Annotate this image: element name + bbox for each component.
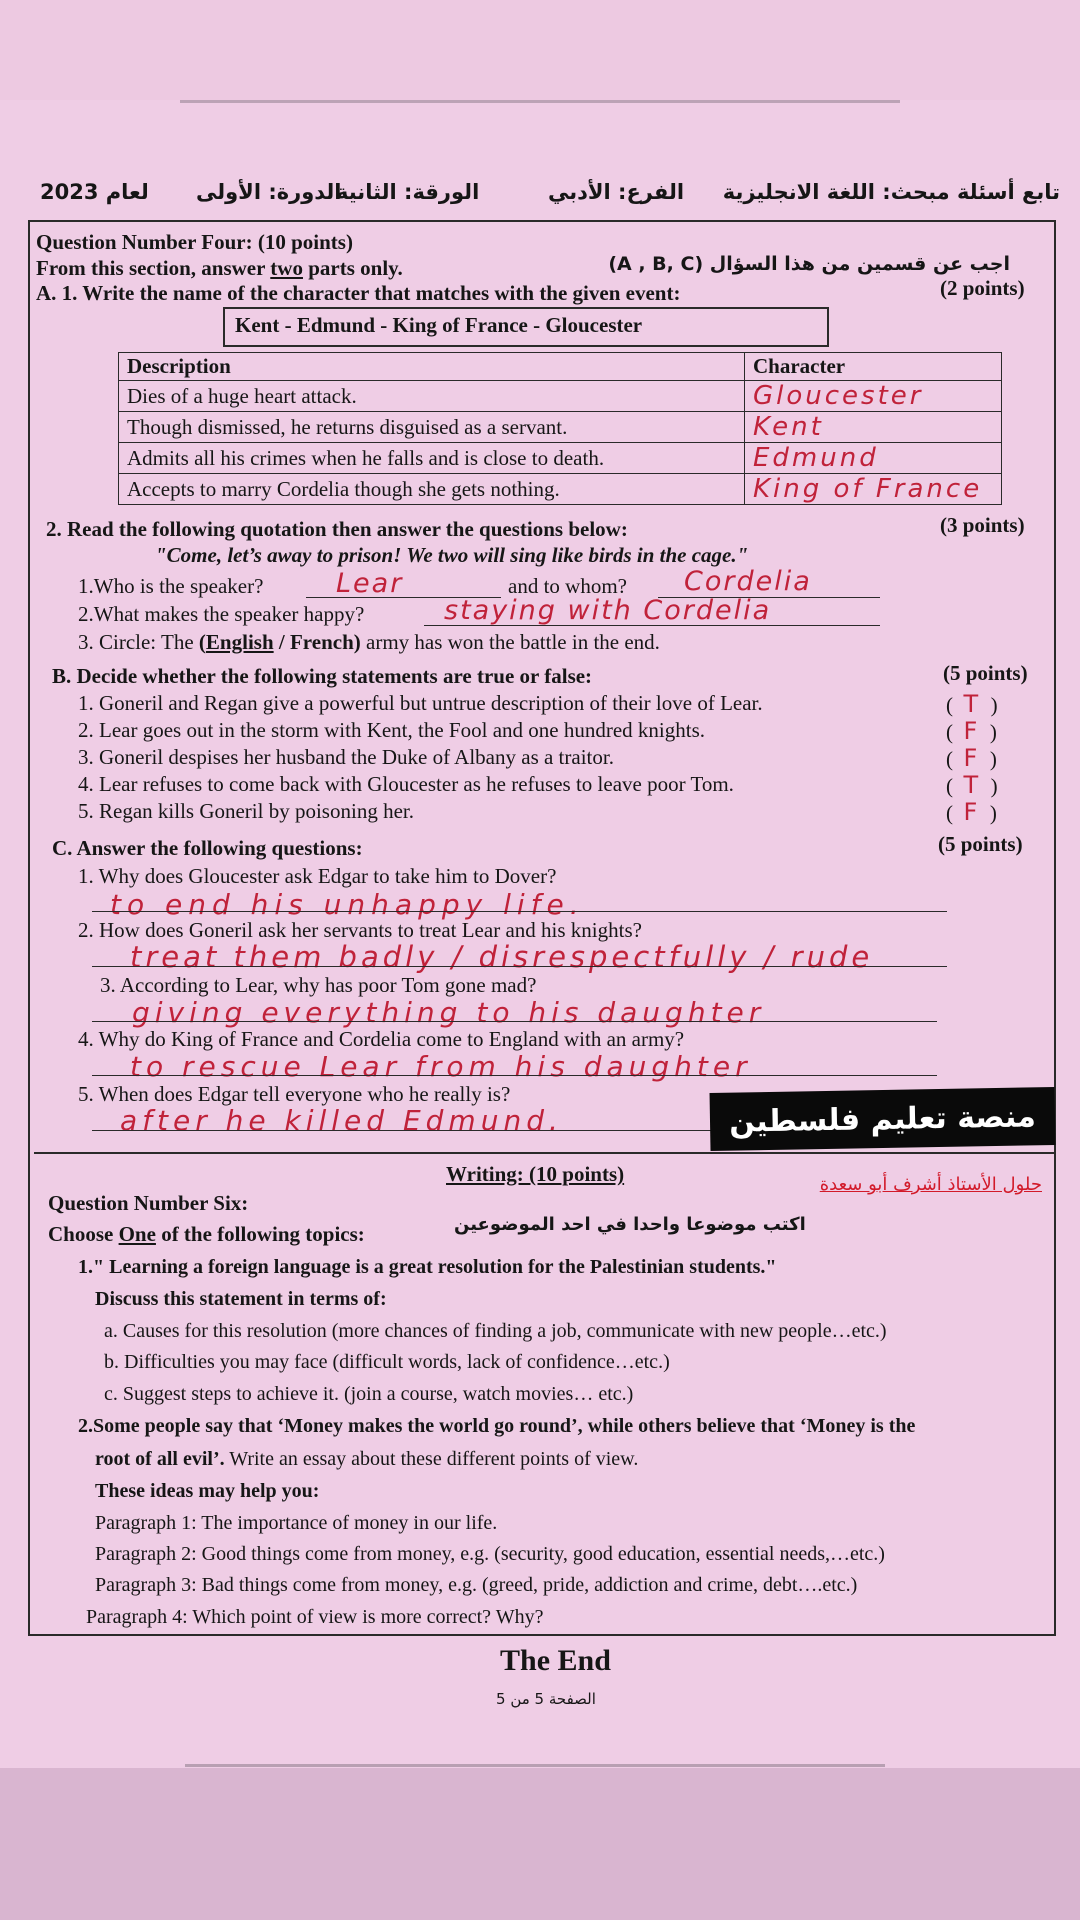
b-title: B. Decide whether the following statements are true or false: — [52, 664, 593, 688]
table-row — [119, 443, 1002, 474]
table-row — [119, 412, 1002, 443]
quotation: "Come, let’s away to prison! We two will sing like birds in the cage." — [155, 543, 749, 567]
c-question: 1. Why does Gloucester ask Edgar to take him to Dover? — [78, 864, 557, 888]
topic-2-ideas: These ideas may help you: — [95, 1480, 320, 1502]
header-subject: تابع أسئلة مبحث: اللغة الانجليزية — [722, 180, 1060, 204]
teacher-credit: حلول الأستاذ أشرف أبو سعدة — [819, 1174, 1042, 1195]
a2-q3: 3. Circle: The (English / French) army has won the battle in the end. — [78, 630, 660, 654]
table-row — [119, 381, 1002, 412]
c-answer: treat them badly / disrespectfully / rude — [130, 940, 874, 974]
paper-top-edge — [180, 100, 900, 103]
q4-instruction: From this section, answer two parts only. — [36, 256, 403, 280]
b-item: 1. Goneril and Regan give a powerful but untrue description of their love of Lear. — [78, 691, 763, 715]
page-number: الصفحة 5 من 5 — [496, 1690, 596, 1708]
c-question: 2. How does Goneril ask her servants to treat Lear and his knights? — [78, 918, 642, 942]
names-list: Kent - Edmund - King of France - Gloucester — [235, 313, 643, 337]
table-header-row — [119, 353, 1002, 381]
c-question: 5. When does Edgar tell everyone who he really is? — [78, 1082, 511, 1106]
a2-q1b: and to whom? — [508, 574, 627, 598]
topic-1-discuss: Discuss this statement in terms of: — [95, 1288, 387, 1310]
q4-instruction-ar: اجب عن قسمين من هذا السؤال (A , B, C) — [608, 253, 1010, 275]
c-answer: after he killed Edmund. — [120, 1104, 563, 1137]
header-character: Character — [745, 353, 1002, 381]
a2-points: (3 points) — [940, 513, 1025, 537]
header-session: الدورة: الأولى — [196, 180, 342, 204]
table-row — [119, 474, 1002, 505]
c-question: 3. According to Lear, why has poor Tom gone mad? — [100, 973, 537, 997]
b-answer-box: ( F ) — [946, 744, 997, 772]
topic-1-c: c. Suggest steps to achieve it. (join a course, watch movies… etc.) — [104, 1383, 634, 1405]
c-points: (5 points) — [938, 832, 1023, 856]
answer-line — [92, 1021, 937, 1022]
a1-prompt: A. 1. Write the name of the character that matches with the given event: — [36, 281, 681, 305]
topic-1-a: a. Causes for this resolution (more chances of finding a job, communicate with new people…etc.) — [104, 1320, 887, 1342]
b-item: 5. Regan kills Goneril by poisoning her. — [78, 799, 414, 823]
topic-1-b: b. Difficulties you may face (difficult words, lack of confidence…etc.) — [104, 1351, 670, 1373]
paragraph-1: Paragraph 1: The importance of money in our life. — [95, 1512, 498, 1534]
b-answer-box: ( T ) — [946, 690, 998, 718]
a2-q1b-answer: Cordelia — [684, 566, 812, 597]
b-points: (5 points) — [943, 661, 1028, 685]
english-circled: English — [205, 630, 274, 654]
row-answer: Gloucester — [745, 381, 1002, 412]
a2-q2-answer: staying with Cordelia — [444, 595, 772, 626]
a2-q1: 1.Who is the speaker? — [78, 574, 264, 598]
top-band — [0, 0, 1080, 100]
b-answer: F — [963, 798, 980, 826]
writing-title: Writing: (10 points) — [446, 1162, 625, 1186]
paragraph-2: Paragraph 2: Good things come from money, e.g. (security, good education, essential needs,…etc.) — [95, 1543, 885, 1565]
a2-q1-answer: Lear — [336, 568, 404, 599]
answer-line — [92, 966, 947, 967]
c-answer: to rescue Lear from his daughter — [130, 1050, 752, 1083]
a2-prompt: 2. Read the following quotation then answer the questions below: — [46, 517, 628, 541]
header-description: Description — [119, 353, 745, 381]
c-question: 4. Why do King of France and Cordelia come to England with an army? — [78, 1027, 685, 1051]
a1-points: (2 points) — [940, 276, 1025, 300]
answer-line — [92, 1075, 937, 1076]
section-divider — [34, 1152, 1054, 1154]
row-answer: Kent — [745, 412, 1002, 443]
b-answer-box: ( F ) — [946, 798, 997, 826]
a2-q2: 2.What makes the speaker happy? — [78, 602, 365, 626]
b-answer: F — [963, 744, 980, 772]
paragraph-4: Paragraph 4: Which point of view is more correct? Why? — [86, 1606, 544, 1628]
answer-line — [92, 1130, 712, 1131]
the-end: The End — [500, 1644, 611, 1677]
choose-topic: Choose One of the following topics: — [48, 1222, 365, 1246]
header-paper: الورقة: الثانية — [336, 180, 480, 204]
choose-topic-ar: اكتب موضوعا واحدا في احد الموضوعين — [454, 1214, 806, 1235]
topic-2-line2: root of all evil’. Write an essay about these different points of view. — [95, 1448, 639, 1470]
row-description: Dies of a huge heart attack. — [119, 381, 745, 412]
b-answer: T — [963, 771, 981, 799]
paragraph-3: Paragraph 3: Bad things come from money, e.g. (greed, pride, addiction and crime, debt….etc.) — [95, 1574, 858, 1596]
header-branch: الفرع: الأدبي — [548, 180, 685, 204]
c-answer: giving everything to his daughter — [132, 996, 766, 1029]
b-item: 2. Lear goes out in the storm with Kent, the Fool and one hundred knights. — [78, 718, 705, 742]
answer-line — [92, 911, 947, 912]
b-item: 3. Goneril despises her husband the Duke of Albany as a traitor. — [78, 745, 614, 769]
watermark-banner: منصة تعليم فلسطين — [710, 1087, 1056, 1151]
paper-bottom-edge — [185, 1764, 885, 1767]
topic-1: 1." Learning a foreign language is a great resolution for the Palestinian students." — [78, 1256, 777, 1278]
row-description: Though dismissed, he returns disguised as a servant. — [119, 412, 745, 443]
topic-2-line1: 2.Some people say that ‘Money makes the world go round’, while others believe that ‘Money is the — [78, 1415, 916, 1437]
row-answer: Edmund — [745, 443, 1002, 474]
b-answer-box: ( F ) — [946, 717, 997, 745]
header-year: لعام 2023 — [40, 180, 149, 204]
b-answer: F — [963, 717, 980, 745]
c-answer: to end his unhappy life. — [110, 888, 585, 921]
b-answer: T — [963, 690, 981, 718]
q6-title: Question Number Six: — [48, 1191, 249, 1215]
character-table — [118, 352, 1002, 505]
b-answer-box: ( T ) — [946, 771, 998, 799]
row-description: Accepts to marry Cordelia though she gets nothing. — [119, 474, 745, 505]
b-item: 4. Lear refuses to come back with Gloucester as he refuses to leave poor Tom. — [78, 772, 734, 796]
q4-title: Question Number Four: (10 points) — [36, 230, 353, 254]
row-description: Admits all his crimes when he falls and is close to death. — [119, 443, 745, 474]
c-title: C. Answer the following questions: — [52, 836, 363, 860]
row-answer: King of France — [745, 474, 1002, 505]
